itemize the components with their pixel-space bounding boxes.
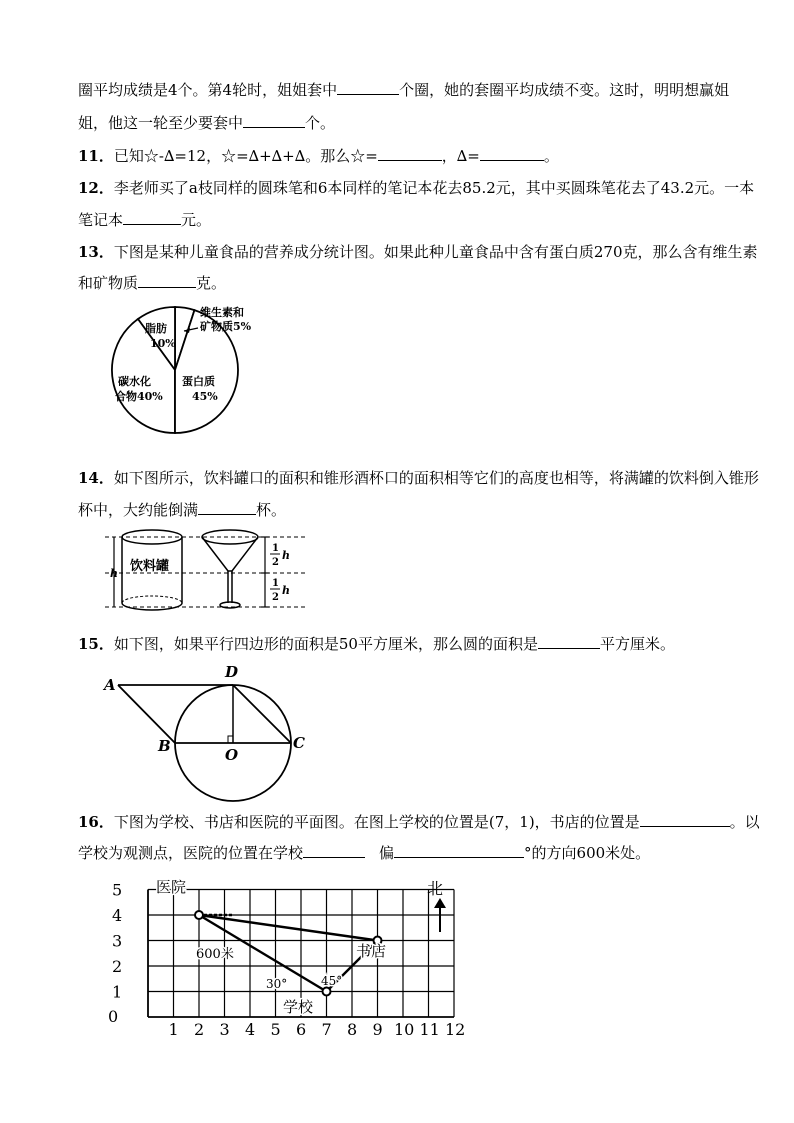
bookstore-label: 书店 — [356, 942, 387, 960]
north-label: 北 — [427, 879, 444, 898]
label-fat-1: 脂肪 — [145, 322, 167, 335]
answer-blank[interactable] — [640, 812, 730, 827]
hospital-point — [195, 911, 203, 919]
problem10-continued-line2 — [78, 113, 335, 133]
text: 。以 — [729, 813, 760, 831]
text: 。 — [543, 147, 559, 165]
x-tick-label: 11 — [419, 1020, 440, 1039]
y-tick-label: 3 — [112, 931, 123, 951]
text: ，∆= — [441, 147, 480, 165]
parallelogram-circle-figure — [100, 660, 320, 800]
question-number: 13． — [78, 243, 114, 261]
text: 如下图所示，饮料罐口的面积和锥形酒杯口的面积相等它们的高度也相等，将满罐的饮料倒入锥形 — [113, 469, 759, 487]
text: 个圈，她的套圈平均成绩不变。这时，明明想赢姐 — [399, 81, 730, 99]
y-axis-ticks — [112, 881, 122, 1002]
x-tick-label: 3 — [219, 1020, 230, 1039]
y-tick-label: 4 — [112, 906, 123, 925]
text: 学校为观测点，医院的位置在学校 — [78, 844, 304, 862]
answer-blank[interactable] — [378, 146, 442, 161]
answer-blank[interactable] — [303, 843, 365, 858]
answer-blank[interactable] — [337, 80, 399, 95]
answer-blank[interactable] — [538, 634, 600, 649]
x-tick-label: 6 — [296, 1020, 307, 1039]
label-protein-1: 蛋白质 — [182, 375, 215, 388]
x-tick-label: 0 — [108, 1007, 119, 1026]
label-carb-2: 合物40% — [115, 390, 163, 403]
half-h-1: h — [282, 549, 290, 562]
school-label: 学校 — [283, 998, 314, 1016]
answer-blank[interactable] — [243, 113, 305, 128]
text: °的方向600米处。 — [524, 844, 651, 862]
angle-45-label: 45° — [321, 974, 343, 988]
x-tick-label: 7 — [321, 1020, 332, 1039]
point-d-label: D — [225, 663, 239, 681]
question-14-line1 — [78, 468, 759, 488]
x-tick-label: 5 — [270, 1020, 281, 1039]
answer-blank[interactable] — [123, 210, 181, 225]
answer-blank[interactable] — [138, 273, 196, 288]
text: 克。 — [196, 274, 227, 292]
question-11 — [78, 146, 559, 166]
y-tick-label: 5 — [112, 880, 123, 900]
question-13-line2 — [78, 273, 226, 293]
text: 和矿物质 — [78, 274, 139, 292]
height-label: h — [110, 567, 118, 580]
school-point — [323, 988, 331, 996]
question-13-line1 — [78, 242, 758, 262]
question-16-line1 — [78, 812, 760, 832]
half-denominator-1: 2 — [272, 557, 279, 568]
answer-blank[interactable] — [198, 500, 256, 515]
nutrition-pie-chart — [100, 300, 300, 450]
question-15 — [78, 634, 675, 654]
text: 杯中，大约能倒满 — [78, 501, 199, 519]
text: 下图是某种儿童食品的营养成分统计图。如果此种儿童食品中含有蛋白质270克，那么含有维生素 — [113, 243, 758, 261]
distance-label: 600米 — [196, 947, 234, 962]
text: 已知☆-∆=12，☆=∆+∆+∆。那么☆= — [113, 147, 378, 165]
cup-base — [220, 602, 240, 608]
y-tick-label: 2 — [112, 957, 123, 976]
angle-30-label: 30° — [266, 977, 288, 991]
x-tick-label: 12 — [445, 1020, 466, 1039]
point-a-label: A — [104, 676, 116, 694]
question-number: 11． — [78, 147, 114, 165]
half-h-2: h — [282, 584, 290, 597]
text: 平方厘米。 — [599, 635, 675, 653]
x-tick-label: 10 — [394, 1020, 415, 1039]
text: 下图为学校、书店和医院的平面图。在图上学校的位置是(7，1)，书店的位置是 — [113, 813, 640, 831]
question-number: 14． — [78, 469, 114, 487]
x-tick-label: 8 — [347, 1020, 358, 1039]
x-tick-label: 9 — [372, 1020, 383, 1039]
hospital-label: 医院 — [156, 878, 187, 896]
question-16-line2 — [78, 843, 650, 863]
text: 个。 — [305, 114, 336, 132]
text: 如下图，如果平行四边形的面积是50平方厘米，那么圆的面积是 — [113, 635, 538, 653]
x-tick-label: 2 — [194, 1020, 205, 1039]
half-denominator-2: 2 — [272, 592, 279, 603]
x-tick-label: 4 — [245, 1020, 256, 1039]
can-top — [122, 530, 182, 544]
y-tick-label: 1 — [112, 982, 123, 1002]
can-bottom — [122, 603, 182, 610]
question-12-line1 — [78, 178, 754, 198]
problem10-continued-line1 — [78, 80, 729, 100]
text: 杯。 — [256, 501, 287, 519]
question-number: 16． — [78, 813, 114, 831]
point-o-label: O — [225, 746, 239, 764]
text: 姐，他这一轮至少要套中 — [78, 114, 244, 132]
north-arrowhead-icon — [434, 898, 446, 908]
label-vitamin-2: 矿物质5% — [200, 320, 252, 333]
question-14-line2 — [78, 500, 286, 520]
label-vitamin-1: 维生素和 — [200, 306, 244, 319]
half-numerator-1: 1 — [272, 543, 279, 554]
question-12-line2 — [78, 210, 211, 230]
location-map — [100, 872, 466, 1047]
side-ab — [118, 685, 175, 743]
text: 李老师买了a枝同样的圆珠笔和6本同样的笔记本花去85.2元，其中买圆珠笔花去了43.2元。一本 — [113, 179, 755, 197]
answer-blank[interactable] — [394, 843, 524, 858]
text: 圈平均成绩是4个。第4轮时，姐姐套中 — [78, 81, 338, 99]
text: 笔记本 — [78, 211, 124, 229]
point-b-label: B — [158, 737, 171, 755]
question-number: 12． — [78, 179, 114, 197]
label-fat-2: 10% — [150, 337, 176, 350]
point-c-label: C — [293, 734, 305, 752]
label-carb-1: 碳水化 — [118, 375, 151, 388]
question-number: 15． — [78, 635, 114, 653]
text: 偏 — [379, 844, 395, 862]
x-tick-label: 1 — [168, 1020, 179, 1039]
half-numerator-2: 1 — [272, 578, 279, 589]
can-and-cup-figure — [100, 525, 310, 620]
can-label: 饮料罐 — [130, 559, 170, 574]
label-protein-2: 45% — [192, 390, 218, 403]
can-bottom-back — [122, 596, 182, 603]
route-hospital-bookstore — [199, 915, 378, 941]
text: 元。 — [181, 211, 212, 229]
answer-blank[interactable] — [480, 146, 544, 161]
